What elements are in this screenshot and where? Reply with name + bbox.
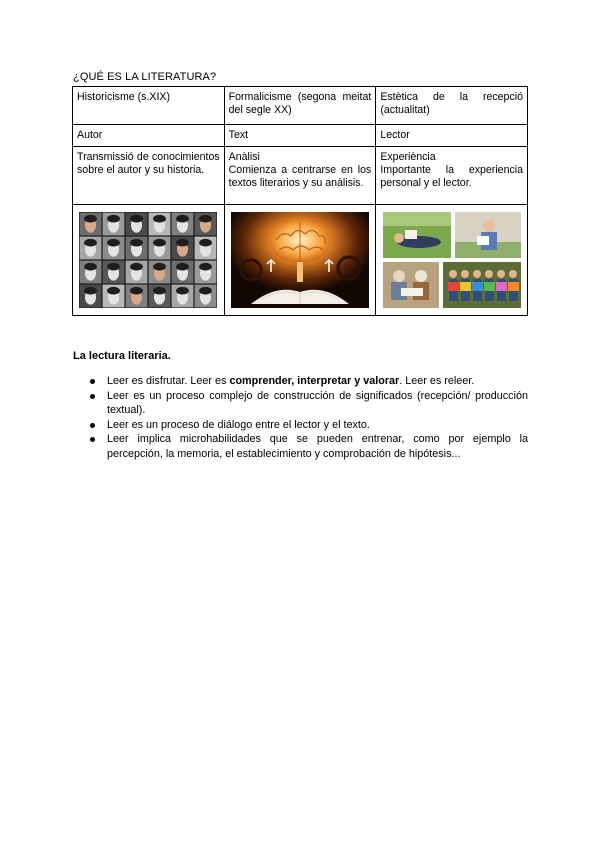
image-cell-text — [224, 205, 376, 316]
people-reading-collage-image — [383, 212, 521, 308]
bullet-text: Leer es disfrutar. Leer es — [107, 375, 230, 387]
list-item — [90, 418, 528, 433]
image-cell-lector — [376, 205, 528, 316]
list-item — [90, 389, 528, 418]
description-body: Comienza a centrarse en los textos literarios y su análisis. — [228, 164, 372, 189]
bullet-icon — [90, 394, 95, 399]
header-cell-recepcio: Estètica de la recepció (actualitat) — [376, 87, 528, 125]
table-row — [73, 205, 528, 316]
list-item — [90, 432, 528, 461]
bullet-icon — [90, 423, 95, 428]
description-body: Importante la experiencia personal y el lector. — [380, 164, 523, 189]
focus-cell-text: Text — [224, 125, 376, 147]
description-title: Transmissió de conocimientos sobre el autor y su historia. — [77, 151, 220, 176]
bullet-text: Leer es un proceso complejo de construcción de significados (recepción/ producción textual). — [107, 389, 528, 416]
page-heading: ¿QUÉ ES LA LITERATURA? — [73, 71, 217, 83]
image-cell-autor — [73, 205, 225, 316]
description-cell-text — [224, 147, 376, 205]
bullet-list — [90, 374, 528, 461]
literature-table — [72, 86, 528, 316]
focus-cell-autor: Autor — [73, 125, 225, 147]
description-title: Experiència — [380, 151, 436, 163]
table-row — [73, 147, 528, 205]
description-cell-lector — [376, 147, 528, 205]
bullet-icon — [90, 379, 95, 384]
table-row — [73, 87, 528, 125]
list-item — [90, 374, 528, 389]
header-cell-formalicisme: Formalicisme (segona meitat del segle XX) — [224, 87, 376, 125]
author-portraits-collage-image — [79, 212, 217, 308]
bullet-text-end: . Leer es releer. — [399, 375, 475, 387]
bullet-emphasis: comprender, interpretar y valorar — [229, 375, 400, 387]
description-cell-autor — [73, 147, 225, 205]
header-cell-historicisme: Historicisme (s.XIX) — [73, 87, 225, 125]
table-row — [73, 125, 528, 147]
description-title: Anàlisi — [228, 151, 260, 163]
bullet-text: Leer es un proceso de diálogo entre el lector y el texto. — [107, 418, 370, 431]
bullet-icon — [90, 437, 95, 442]
focus-cell-lector: Lector — [376, 125, 528, 147]
glowing-brain-book-image — [231, 212, 369, 308]
section-title: La lectura literaria. — [73, 350, 171, 362]
bullet-text: Leer implica microhabilidades que se pueden entrenar, como por ejemplo la percepción, la memoria, el establecimiento y comprobación de hipótesis... — [107, 433, 528, 460]
